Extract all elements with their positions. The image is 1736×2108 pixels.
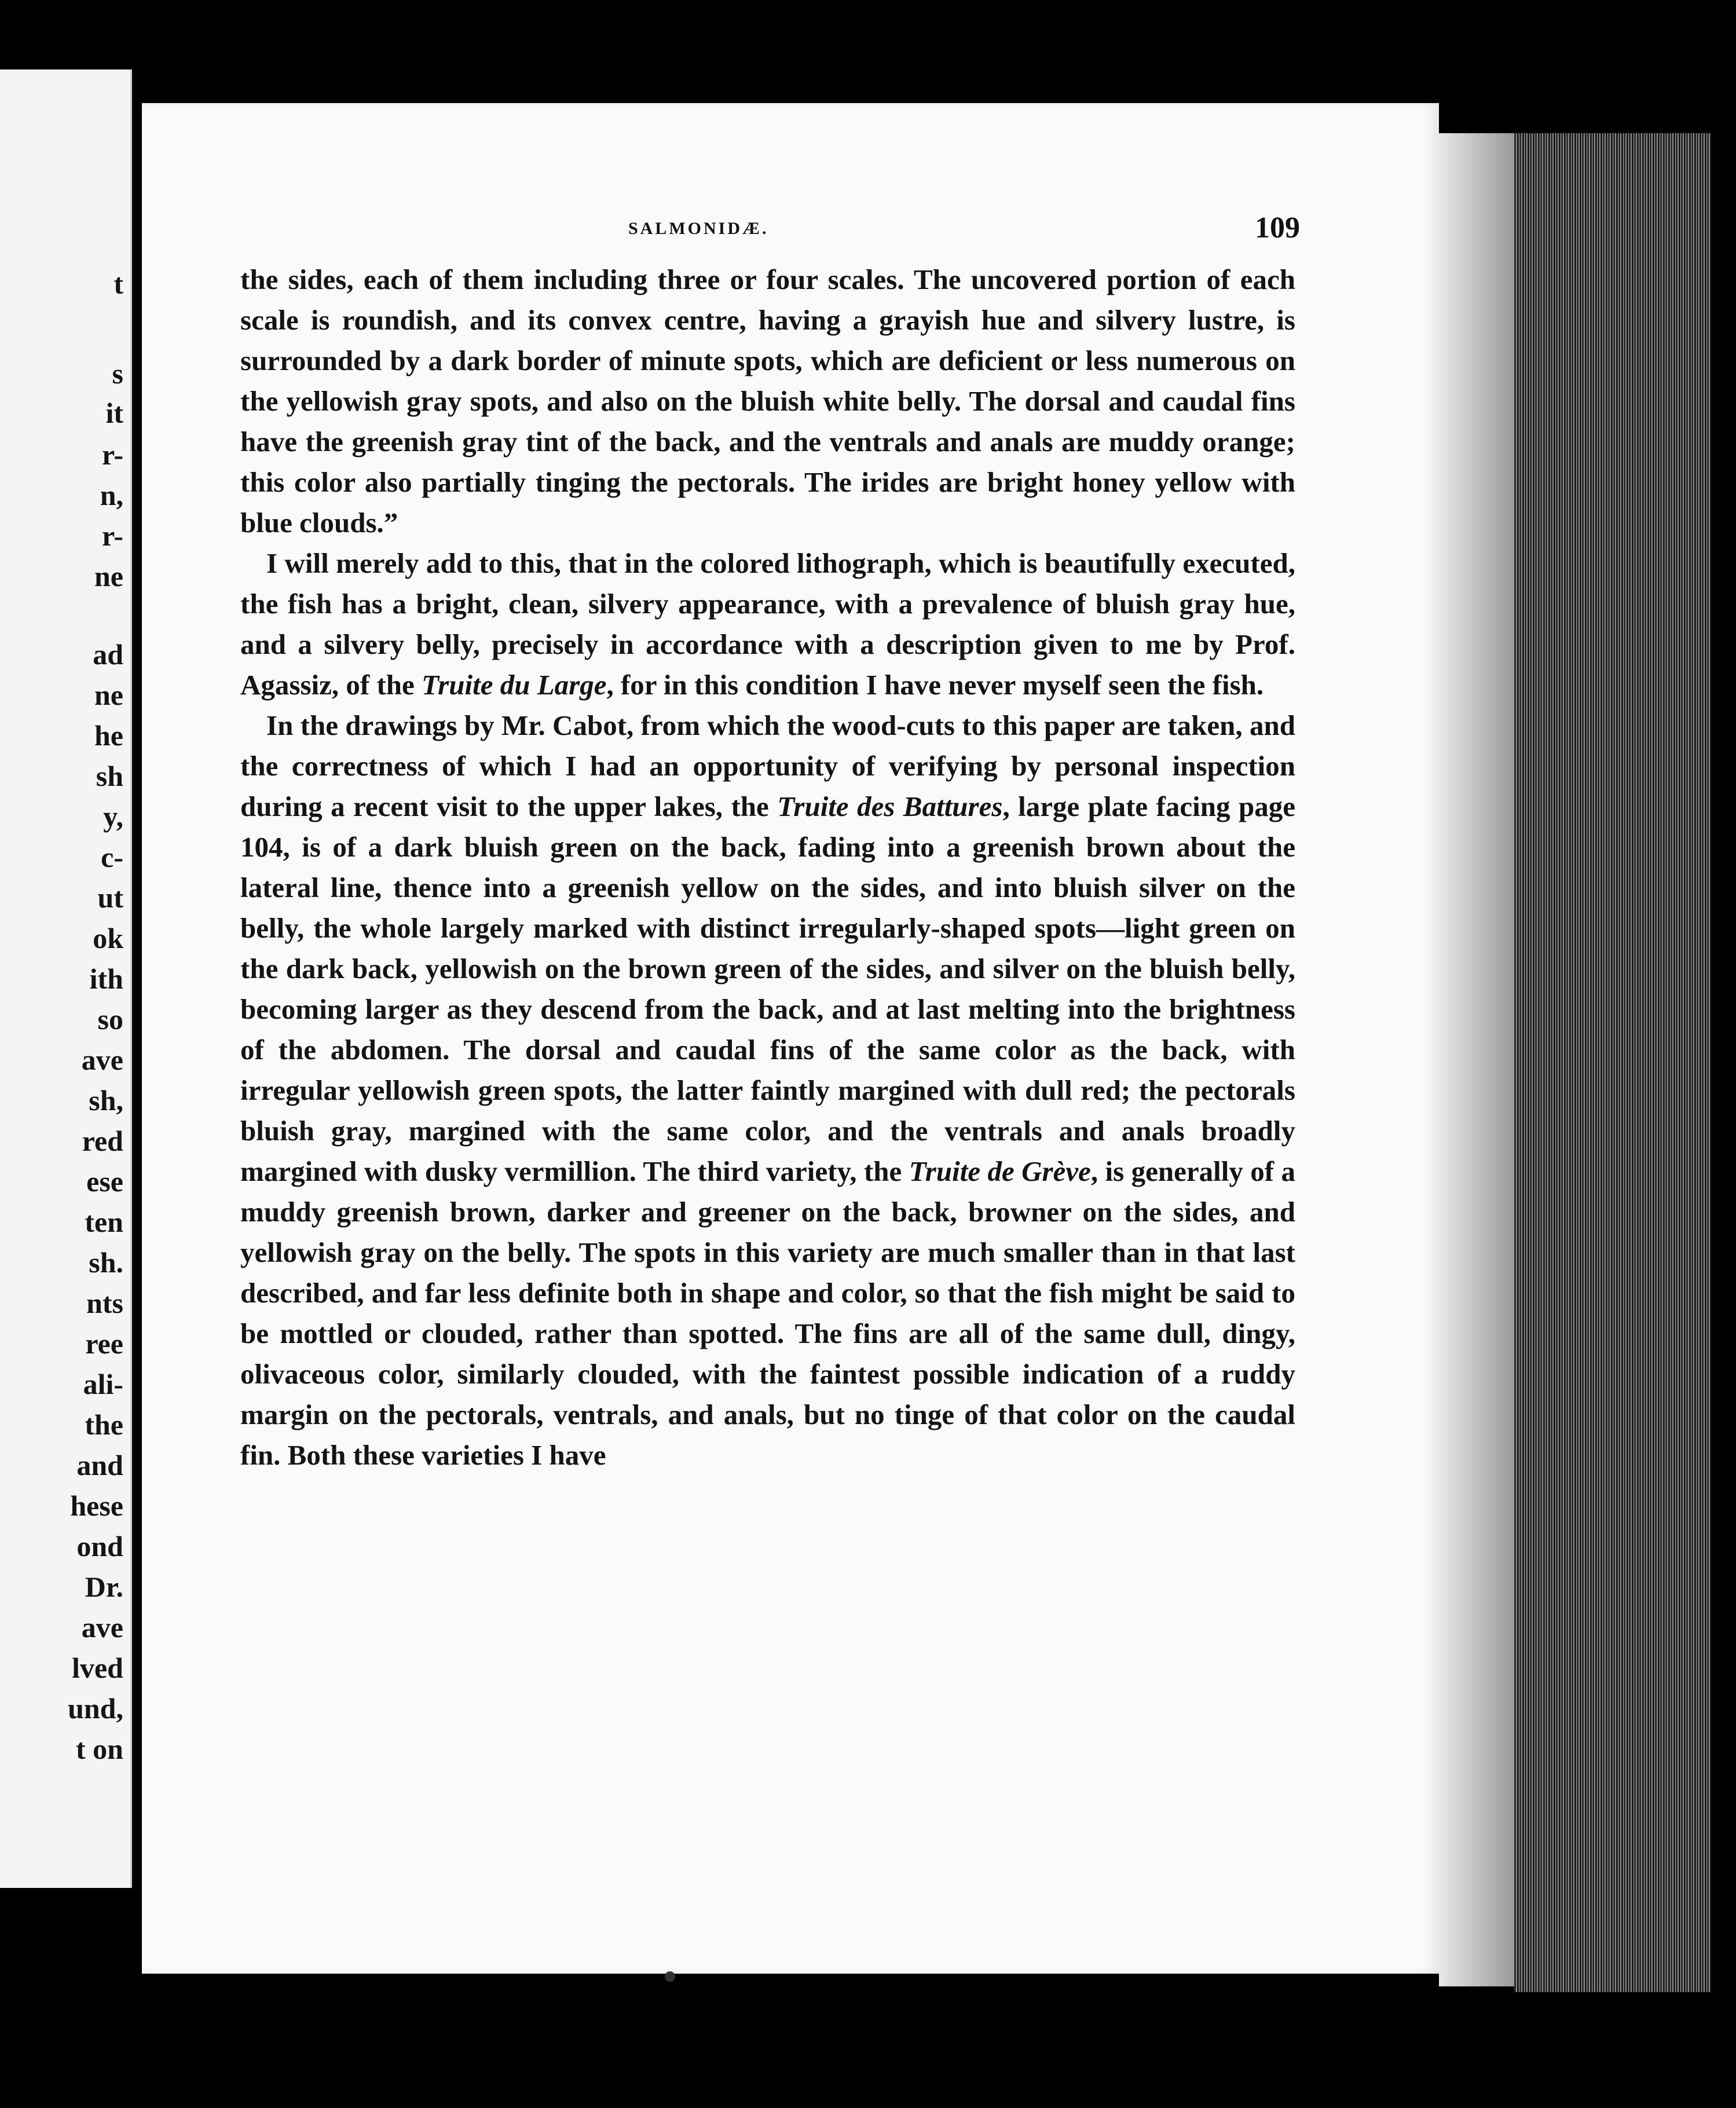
- page-header: [142, 211, 1439, 254]
- left-line-fragment: ave: [81, 1611, 123, 1644]
- left-line-fragment: ree: [85, 1327, 123, 1360]
- left-line-fragment: sh: [96, 760, 123, 792]
- body-text: [240, 259, 1295, 1476]
- left-line-fragment: red: [82, 1125, 123, 1157]
- left-line-fragment: ali-: [83, 1368, 123, 1400]
- left-line-fragment: c-: [101, 841, 123, 873]
- paragraph-3-text-c: , is generally of a muddy greenish brown, darker and greener on the back, browner on the sides, and yellowish gray on the belly. The spots in this variety are much smaller than in that last described, and far less definite both in shape and color, so that the fish might be said to be mottled or clouded, rather than spotted. The fins are all of the same dull, dingy, olivaceous color, similarly clouded, with the faintest possible indication of a ruddy margin on the pectorals, ventrals, and anals, but no tinge of that color on the caudal fin. Both these varieties I have: [240, 1155, 1296, 1471]
- left-line-fragment: it: [105, 397, 123, 429]
- left-line-fragment: ne: [94, 560, 123, 592]
- left-line-fragment: t: [113, 268, 123, 300]
- left-line-fragment: the: [85, 1408, 123, 1441]
- running-head: SALMONIDÆ.: [628, 219, 769, 238]
- paragraph-3-text-a: In the drawings by Mr. Cabot, from which the wood-cuts to this paper are taken, and the correctness of which I had an opportunity of verifying by personal inspection during a recent visit to the upper lakes, the: [240, 709, 1295, 822]
- left-line-fragment: n,: [100, 479, 123, 511]
- paragraph-2-italic: Truite du Large: [422, 669, 607, 701]
- paragraph-3-italic-2: Truite de Grève: [909, 1155, 1091, 1187]
- book-edge-highlight: [1439, 133, 1514, 1986]
- left-line-fragment: ese: [86, 1165, 123, 1198]
- left-line-fragment: ok: [93, 922, 123, 954]
- left-line-fragment: he: [94, 719, 123, 752]
- left-line-fragment: und,: [68, 1692, 123, 1725]
- paragraph-2-text-a: I will merely add to this, that in the colored lithograph, which is beautifully executed, the fish has a bright, clean, silvery appearance, with a prevalence of bluish gray hue, and a silvery belly, precisely in accordance with a description given to me by Prof. Agassiz, of the: [240, 547, 1295, 701]
- left-line-fragment: ond: [76, 1530, 123, 1562]
- paragraph-2-text-b: , for in this condition I have never myself seen the fish.: [606, 669, 1264, 701]
- book-page-edges: [1514, 133, 1711, 1992]
- left-line-fragment: r-: [102, 519, 123, 552]
- page-number: 109: [1255, 211, 1300, 244]
- ink-spot: [665, 1971, 675, 1982]
- paragraph-1: the sides, each of them including three or four scales. The uncovered portion of each scale is roundish, and its convex centre, having a grayish hue and silvery lustre, is surrounded by a dark border of minute spots, which are deficient or less numerous on the yellowish gray spots, and also on the bluish white belly. The dorsal and caudal fins have the greenish gray tint of the back, and the ventrals and anals are muddy orange; this color also partially tinging the pectorals. The irides are bright honey yellow with blue clouds.”: [240, 264, 1295, 539]
- left-line-fragment: sh.: [89, 1246, 123, 1279]
- paragraph-3: [240, 705, 1295, 1476]
- left-line-fragment: and: [76, 1449, 123, 1481]
- paragraph-3-italic-1: Truite des Battures: [777, 791, 1003, 822]
- left-line-fragment: hese: [70, 1489, 123, 1522]
- left-line-fragment: y,: [103, 800, 123, 833]
- left-page-sliver: [0, 69, 132, 1888]
- left-line-fragment: ad: [93, 638, 123, 671]
- left-line-fragment: s: [112, 357, 123, 390]
- left-line-fragment: ten: [85, 1206, 123, 1238]
- left-line-fragment: ave: [81, 1044, 123, 1076]
- left-line-fragment: so: [97, 1003, 123, 1035]
- left-line-fragment: r-: [102, 438, 123, 471]
- main-page: [142, 103, 1439, 1974]
- left-line-fragment: lved: [72, 1652, 123, 1684]
- left-line-fragment: ne: [94, 679, 123, 711]
- left-line-fragment: Dr.: [85, 1571, 123, 1603]
- left-line-fragment: sh,: [89, 1084, 123, 1117]
- paragraph-3-text-b: , large plate facing page 104, is of a dark bluish green on the back, fading into a greenish brown about the lateral line, thence into a greenish yellow on the sides, and into bluish silver on the belly, the whole largely marked with distinct irregularly-shaped spots—light green on the dark back, yellowish on the brown green of the sides, and silver on the bluish belly, becoming larger as they descend from the back, and at last melting into the brightness of the abdomen. The dorsal and caudal fins of the same color as the back, with irregular yellowish green spots, the latter faintly margined with dull red; the pectorals bluish gray, margined with the same color, and the ventrals and anals broadly margined with dusky vermillion. The third variety, the: [240, 791, 1295, 1187]
- paragraph-2: [240, 543, 1295, 705]
- left-line-fragment: ith: [89, 962, 123, 995]
- left-line-fragment: t on: [76, 1733, 123, 1765]
- left-line-fragment: ut: [97, 881, 123, 914]
- left-line-fragment: nts: [86, 1287, 123, 1319]
